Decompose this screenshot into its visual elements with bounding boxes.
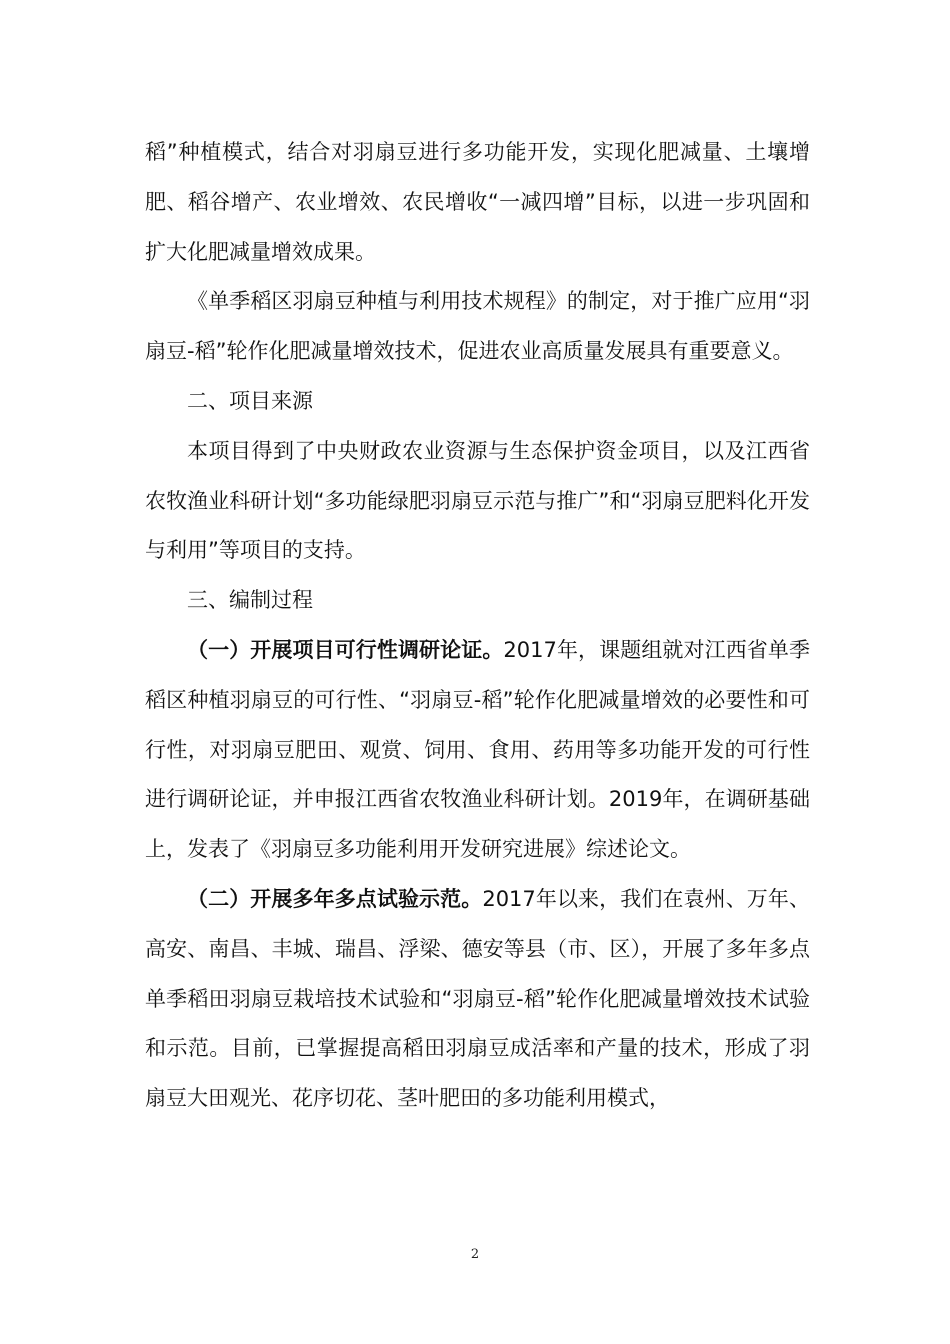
paragraph-lead: （二）开展多年多点试验示范。 bbox=[187, 886, 483, 911]
page-number: 2 bbox=[470, 1247, 480, 1262]
paragraph-field-trials bbox=[145, 875, 810, 1124]
paragraph-continuation bbox=[145, 128, 810, 277]
paragraph-feasibility-study bbox=[145, 626, 810, 875]
paragraph-text: 《单季稻区羽扇豆种植与利用技术规程》的制定，对于推广应用“羽扇豆-稻”轮作化肥减量增效技术，促进农业高质量发展具有重要意义。 bbox=[145, 289, 810, 364]
paragraph-text: 2017年以来，我们在袁州、万年、高安、南昌、丰城、瑞昌、浮梁、德安等县（市、区），开展了多年多点单季稻田羽扇豆栽培技术试验和“羽扇豆-稻”轮作化肥减量增效技术试验和示范。目前，已掌握提高稻田羽扇豆成活率和产量的技术，形成了羽扇豆大田观光、花序切花、茎叶肥田的多功能利用模式， bbox=[145, 886, 810, 1111]
paragraph-significance bbox=[145, 277, 810, 377]
section-heading-project-source bbox=[145, 377, 810, 427]
paragraph-text: 2017年，课题组就对江西省单季稻区种植羽扇豆的可行性、“羽扇豆-稻”轮作化肥减量增效的必要性和可行性，对羽扇豆肥田、观赏、饲用、食用、药用等多功能开发的可行性进行调研论证，并申报江西省农牧渔业科研计划。2019年，在调研基础上，发表了《羽扇豆多功能利用开发研究进展》综述论文。 bbox=[145, 637, 810, 862]
paragraph-text: 本项目得到了中央财政农业资源与生态保护资金项目，以及江西省农牧渔业科研计划“多功能绿肥羽扇豆示范与推广”和“羽扇豆肥料化开发与利用”等项目的支持。 bbox=[145, 438, 810, 563]
paragraph-lead: （一）开展项目可行性调研论证。 bbox=[187, 637, 504, 662]
paragraph-text: 稻”种植模式，结合对羽扇豆进行多功能开发，实现化肥减量、土壤增肥、稻谷增产、农业增效、农民增收“一减四增”目标，以进一步巩固和扩大化肥减量增效成果。 bbox=[145, 140, 810, 264]
paragraph-project-source bbox=[145, 427, 810, 576]
section-heading-compilation-process bbox=[145, 576, 810, 626]
body-text bbox=[145, 128, 810, 1124]
heading-text: 三、编制过程 bbox=[187, 588, 313, 613]
heading-text: 二、项目来源 bbox=[187, 388, 313, 413]
